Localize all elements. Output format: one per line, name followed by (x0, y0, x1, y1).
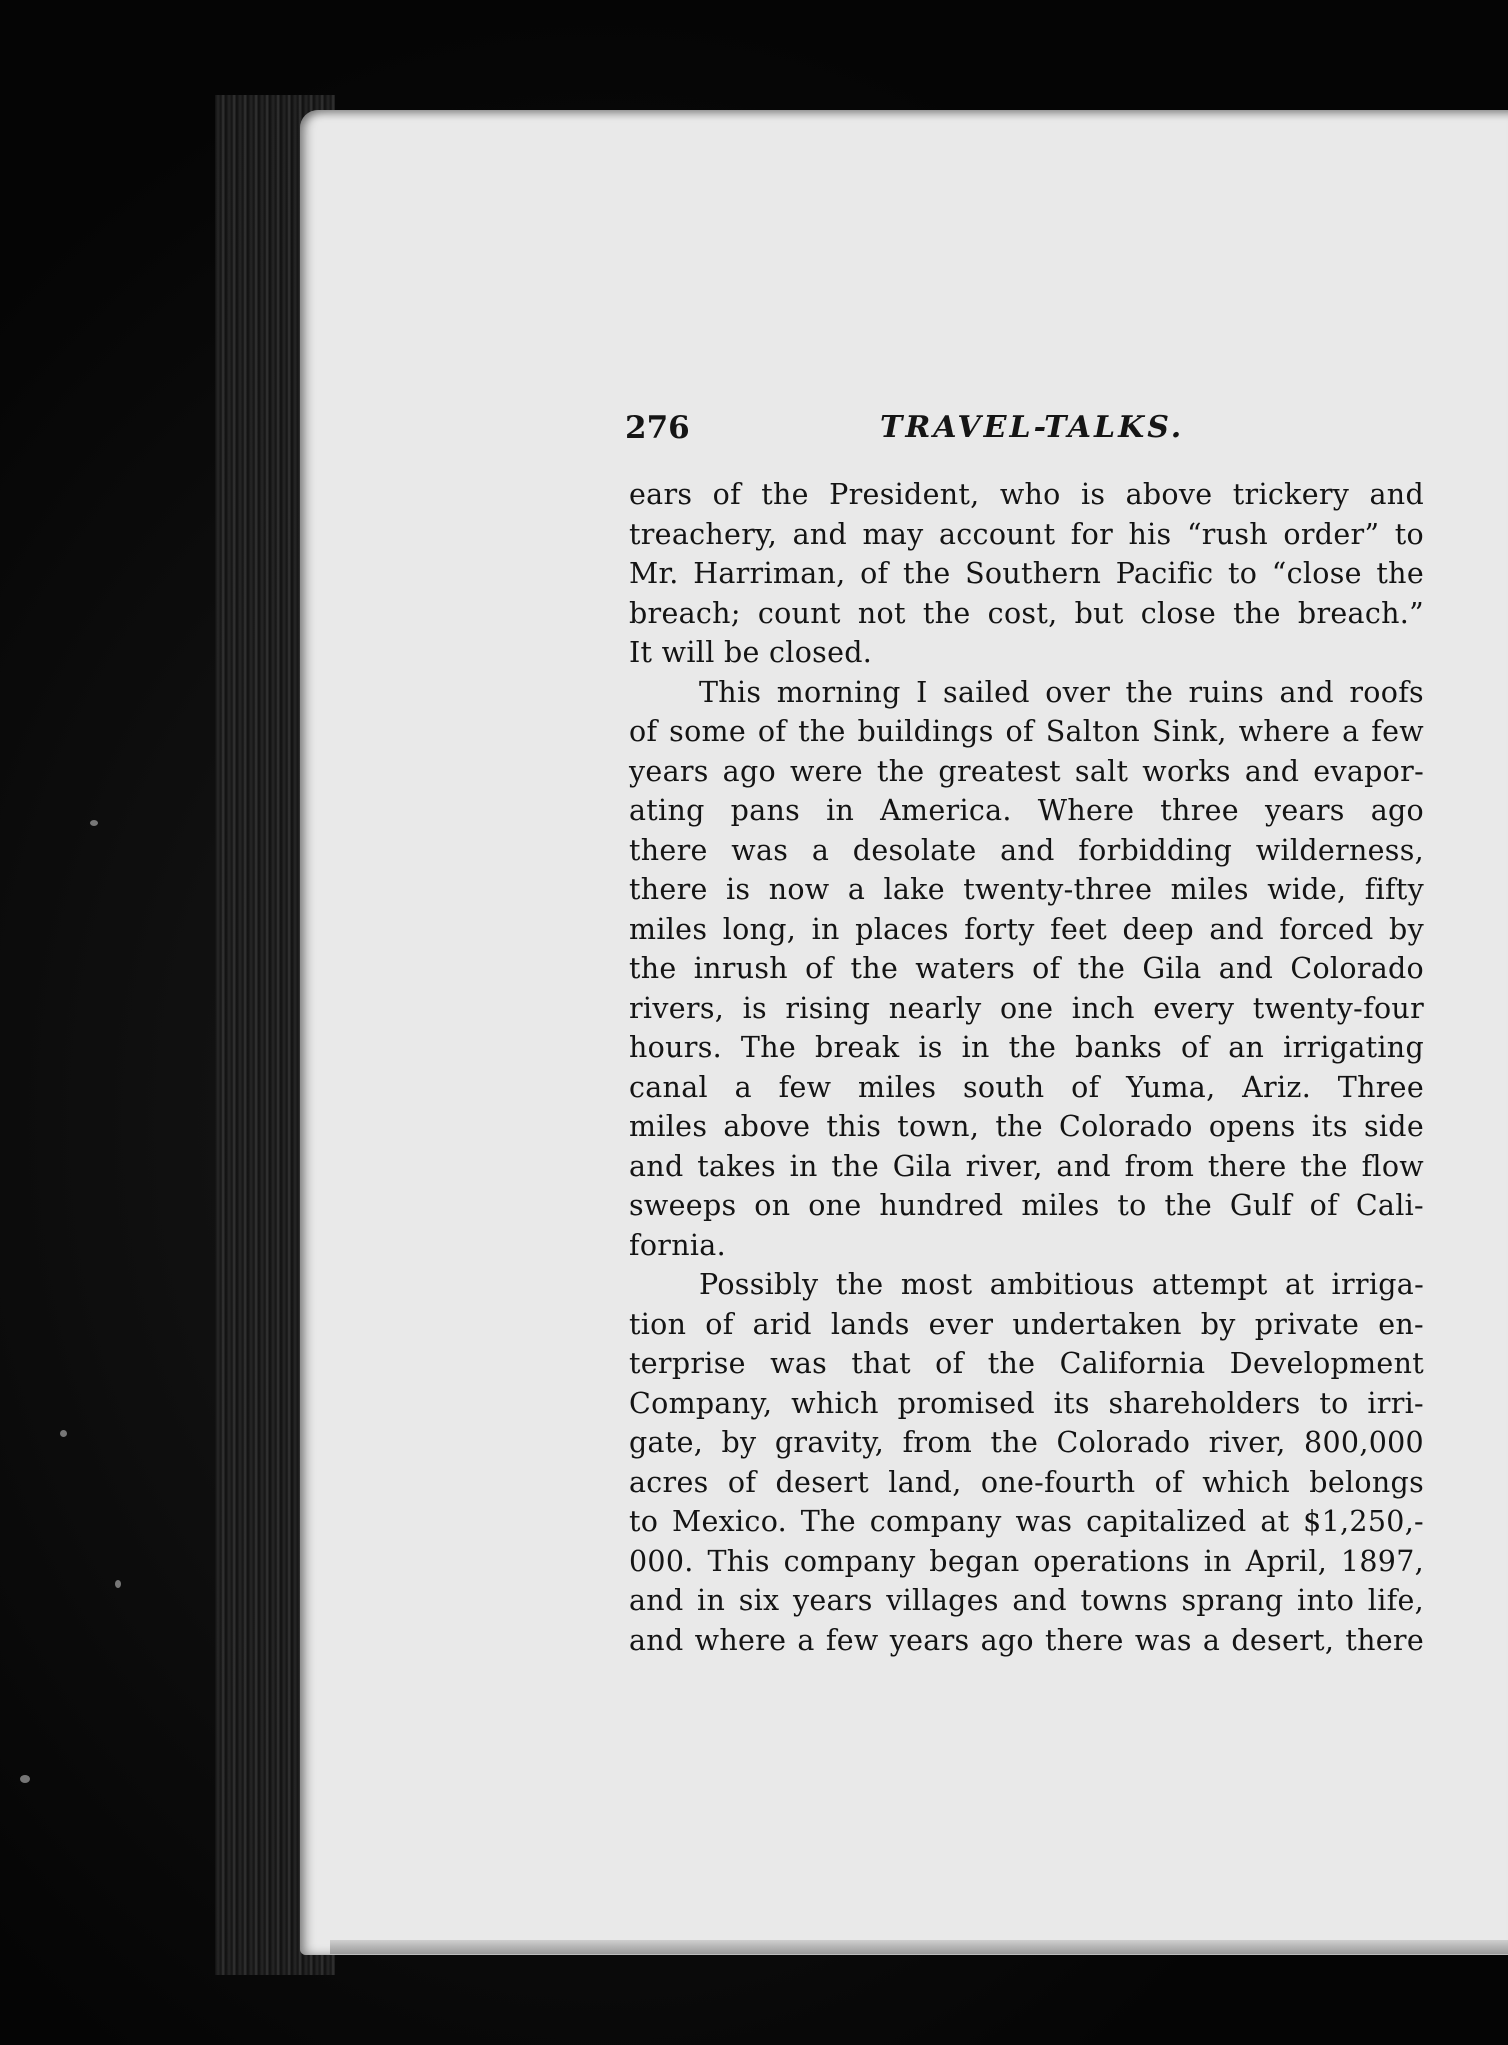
page-number: 276 (625, 410, 690, 446)
text-line: fornia. (629, 1228, 726, 1262)
text-line: acres of desert land, one-fourth of which belongs (629, 1465, 1424, 1499)
text-line: Mr. Harriman, of the Southern Pacific to “close the (629, 557, 1424, 590)
text-line: years ago were the greatest salt works and evapor- (629, 754, 1424, 788)
text-line: gate, by gravity, from the Colorado river, 800,000 (629, 1426, 1424, 1459)
page-body-text (629, 475, 1424, 1660)
text-line: there is now a lake twenty-three miles wide, fifty (629, 873, 1424, 906)
text-line: the inrush of the waters of the Gila and Colorado (629, 952, 1424, 985)
text-line: ating pans in America. Where three years ago (629, 794, 1424, 827)
text-line: of some of the buildings of Salton Sink, where a few (629, 715, 1424, 748)
text-line: miles above this town, the Colorado opens its side (629, 1110, 1424, 1143)
dust-speck (20, 1775, 30, 1783)
text-line: and where a few years ago there was a desert, there (629, 1623, 1424, 1657)
text-line: sweeps on one hundred miles to the Gulf of Cali- (629, 1189, 1424, 1222)
dust-speck (60, 1430, 67, 1437)
text-line: and takes in the Gila river, and from there the flow (629, 1149, 1424, 1183)
text-line: miles long, in places forty feet deep and forced by (629, 912, 1424, 946)
dust-speck (90, 820, 98, 826)
text-line: Possibly the most ambitious attempt at irriga- (699, 1268, 1424, 1301)
text-line: there was a desolate and forbidding wilderness, (629, 833, 1424, 867)
text-line: 000. This company began operations in April, 1897, (629, 1544, 1424, 1578)
text-line: ears of the President, who is above trickery and (629, 478, 1424, 511)
dust-speck (115, 1580, 121, 1588)
text-line: canal a few miles south of Yuma, Ariz. Three (629, 1070, 1424, 1104)
running-head: TRAVEL-TALKS. (880, 410, 1185, 445)
text-line: terprise was that of the California Development (629, 1347, 1424, 1380)
text-line: treachery, and may account for his “rush order” to (629, 517, 1424, 551)
page-bottom-shadow (330, 1940, 1508, 1954)
text-line: rivers, is rising nearly one inch every twenty-four (629, 991, 1424, 1025)
text-line: to Mexico. The company was capitalized at $1,250,- (629, 1505, 1424, 1538)
text-line: This morning I sailed over the ruins and roofs (699, 675, 1424, 709)
text-line: breach; count not the cost, but close the breach.” (629, 596, 1424, 630)
text-line: tion of arid lands ever undertaken by private en- (629, 1307, 1424, 1341)
text-line: It will be closed. (629, 636, 873, 669)
text-line: and in six years villages and towns sprang into life, (629, 1584, 1424, 1617)
text-line: Company, which promised its shareholders to irri- (629, 1386, 1424, 1420)
page-header (625, 410, 1425, 460)
text-line: hours. The break is in the banks of an irrigating (629, 1031, 1424, 1064)
